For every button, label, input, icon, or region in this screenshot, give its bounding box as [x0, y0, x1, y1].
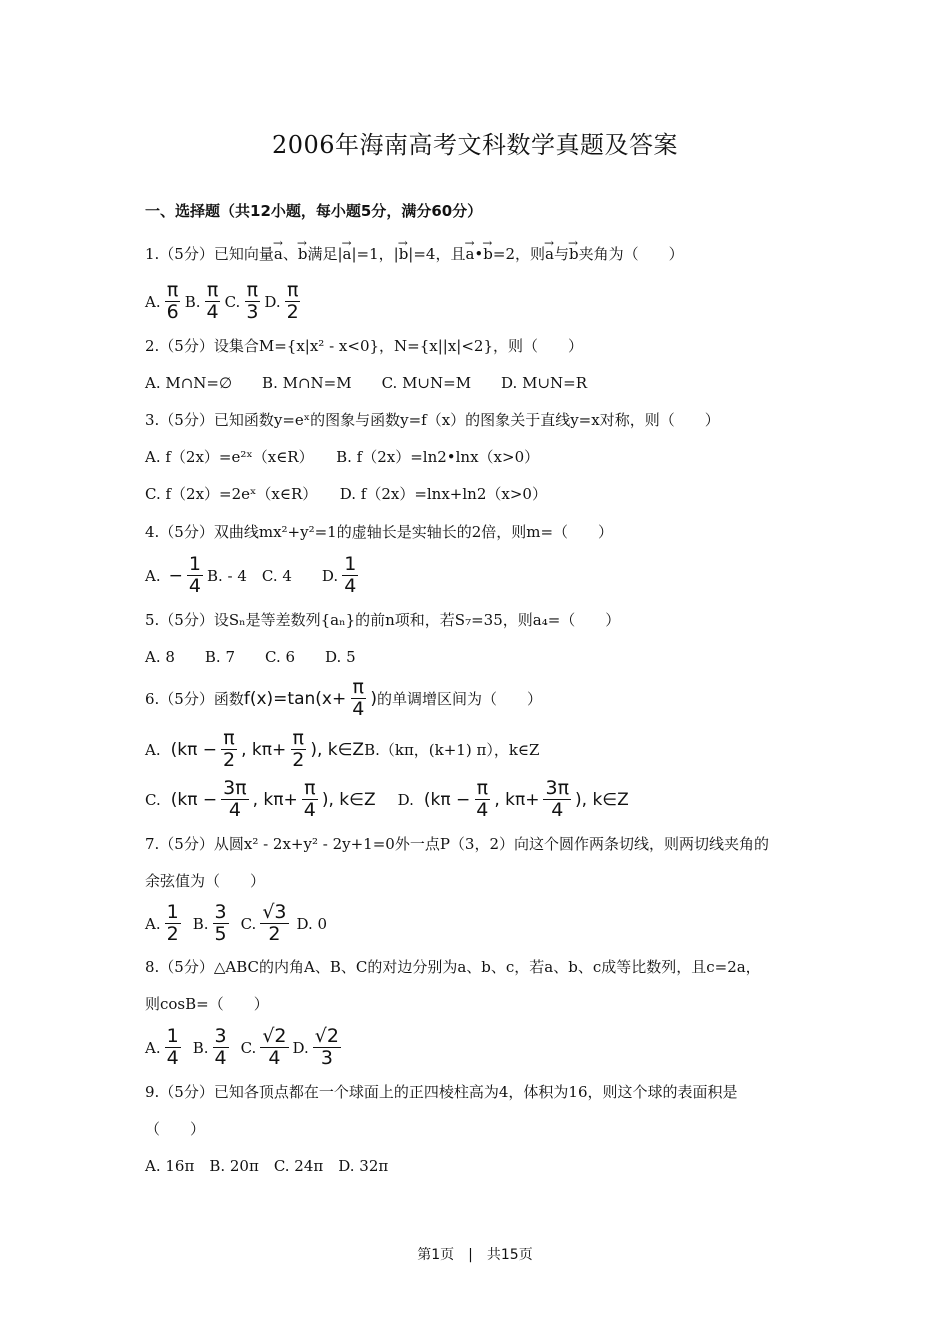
fraction: $\frac{1}{2}$ [166, 901, 179, 945]
fraction: $\frac{1}{4}$ [344, 553, 357, 597]
fraction: $\frac{\pi}{2}$ [286, 279, 299, 323]
fraction: $\frac{\pi}{4}$ [303, 777, 316, 821]
section-heading: 一、选择题（共12小题，每小题5分，满分60分） [145, 202, 483, 220]
fraction: $\frac{\pi}{2}$ [292, 727, 305, 771]
fraction: $\frac{\pi}{4}$ [206, 279, 219, 323]
question-7-stem-line1: 7.（5分）从圆x² - 2x+y² - 2y+1=0外一点P（3，2）向这个圆作两条切线，则两切线夹角的 [145, 835, 770, 853]
fraction: $\frac{\pi}{6}$ [166, 279, 179, 323]
question-1-stem: 1.（5分）已知向量→ a、→ b满足|→ a|=1，|→ b|=4，且→ a•→ b=2，则→ a与→ b夹角为（ ） [145, 244, 684, 264]
question-2-options: A. M∩N=∅ B. M∩N=M C. M∪N=M D. M∪N=R [145, 374, 587, 392]
question-6-options-cd: C. (kπ − $\frac{3\pi}{4}$ , kπ+ $\frac{\pi}{4}$ ), k∈Z D. (kπ − $\frac{\pi}{4}$ , kπ+ $\frac{3\pi}{4}$ ), k∈Z [145, 777, 629, 821]
fraction: $\frac{√2}{3}$ [314, 1025, 339, 1069]
question-5-stem: 5.（5分）设Sₙ是等差数列{aₙ}的前n项和，若S₇=35，则a₄=（ ） [145, 611, 621, 629]
fraction: $\frac{3\pi}{4}$ [223, 777, 247, 821]
question-7-options: A. $\frac{1}{2}$ B. $\frac{3}{5}$ C. $\frac{√3}{2}$ D. 0 [145, 901, 328, 945]
question-3-options-ab: A. f（2x）=e²ˣ（x∈R） B. f（2x）=ln2•lnx（x>0） [145, 448, 540, 466]
fraction: $\frac{1}{4}$ [188, 553, 201, 597]
question-1-options: A. $\frac{\pi}{6}$ B. $\frac{\pi}{4}$ C. $\frac{\pi}{3}$ D. $\frac{\pi}{2}$ [145, 279, 299, 323]
fraction: $\frac{\pi}{4}$ [476, 777, 489, 821]
fraction: $\frac{\pi}{3}$ [246, 279, 259, 323]
fraction: $\frac{3\pi}{4}$ [545, 777, 570, 821]
fraction: $\frac{\pi}{4}$ [352, 676, 365, 720]
question-8-stem-line2: 则cosB=（ ） [145, 995, 269, 1013]
question-9-stem-line1: 9.（5分）已知各顶点都在一个球面上的正四棱柱高为4，体积为16，则这个球的表面积是 [145, 1083, 738, 1101]
page-title: 2006年海南高考文科数学真题及答案 [271, 131, 679, 159]
question-4-options: A. − $\frac{1}{4}$ B. - 4 C. 4 D. $\frac{1}{4}$ [145, 553, 357, 597]
question-8-options: A. $\frac{1}{4}$ B. $\frac{3}{4}$ C. $\frac{√2}{4}$ D. $\frac{√2}{3}$ [145, 1025, 339, 1069]
question-2-stem: 2.（5分）设集合M={x|x² - x<0}，N={x||x|<2}，则（ ） [145, 337, 584, 355]
fraction: $\frac{√2}{4}$ [262, 1025, 287, 1069]
fraction: $\frac{\pi}{2}$ [222, 727, 236, 771]
question-9-stem-line2: （ ） [145, 1120, 206, 1138]
question-7-stem-line2: 余弦值为（ ） [145, 872, 266, 890]
question-4-stem: 4.（5分）双曲线mx²+y²=1的虚轴长是实轴长的2倍，则m=（ ） [145, 523, 614, 541]
question-5-options: A. 8 B. 7 C. 6 D. 5 [145, 648, 356, 666]
question-9-options: A. 16π B. 20π C. 24π D. 32π [145, 1157, 389, 1175]
question-8-stem-line1: 8.（5分）△ABC的内角A、B、C的对边分别为a、b、c，若a、b、c成等比数列，且c=2a， [145, 958, 761, 976]
question-3-options-cd: C. f（2x）=2eˣ（x∈R） D. f（2x）=lnx+ln2（x>0） [145, 485, 547, 503]
fraction: $\frac{3}{5}$ [214, 901, 227, 945]
fraction: $\frac{1}{4}$ [166, 1025, 179, 1069]
question-3-stem: 3.（5分）已知函数y=eˣ的图象与函数y=f（x）的图象关于直线y=x对称，则（ ） [145, 411, 720, 429]
fraction: $\frac{3}{4}$ [214, 1025, 227, 1069]
question-6-options-ab: A. (kπ − $\frac{\pi}{2}$ , kπ+ $\frac{\pi}{2}$ ), k∈Z B.（kπ，(k+1) π），k∈Z [145, 727, 540, 771]
question-6-stem: 6.（5分）函数 f(x)=tan(x+ $\frac{\pi}{4}$ ) 的单调增区间为（ ） [145, 676, 542, 720]
fraction: $\frac{√3}{2}$ [262, 901, 287, 945]
page-footer: 第1页 | 共15页 [417, 1247, 533, 1263]
